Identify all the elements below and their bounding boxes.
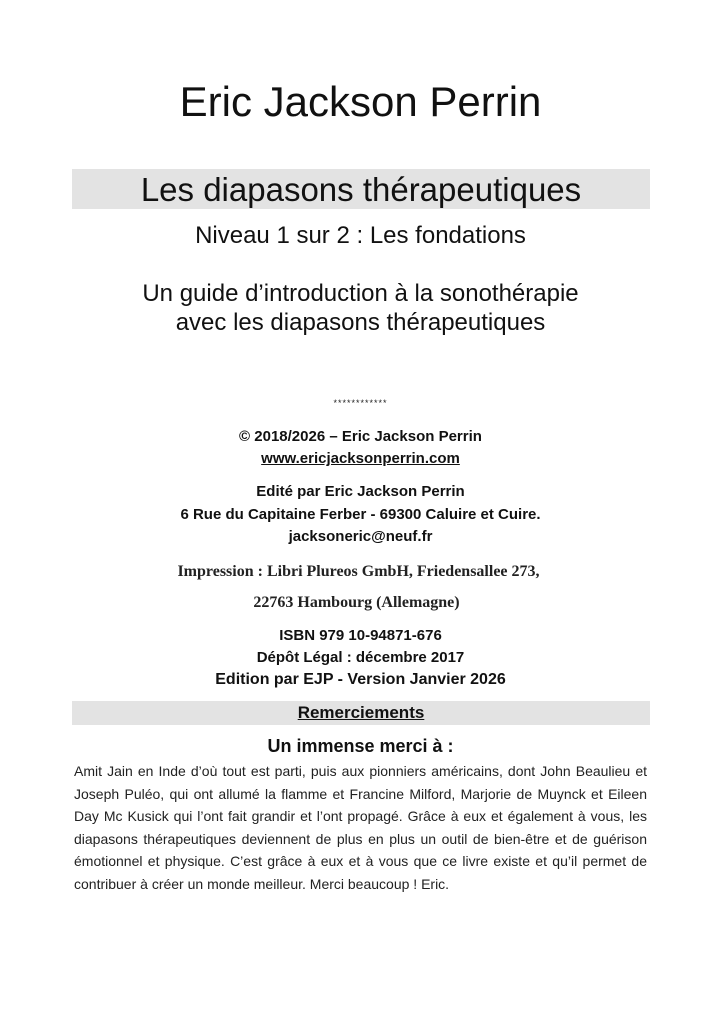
publisher-email[interactable]: jacksoneric@neuf.fr <box>288 528 433 545</box>
isbn-line: ISBN 979 10-94871-676 <box>279 627 442 644</box>
publisher-line: Edité par Eric Jackson Perrin <box>256 483 465 500</box>
printing-line-2: 22763 Hambourg (Allemagne) <box>253 594 460 611</box>
book-subtitle: Niveau 1 sur 2 : Les fondations <box>195 222 526 249</box>
printing-line-1: Impression : Libri Plureos GmbH, Friedensallee 273, <box>177 563 540 580</box>
author-name: Eric Jackson Perrin <box>179 78 542 125</box>
copyright-notice: © 2018/2026 – Eric Jackson Perrin <box>239 428 482 445</box>
book-title: Les diapasons thérapeutiques <box>140 171 582 208</box>
separator-stars: ************ <box>333 398 388 408</box>
legal-deposit-line: Dépôt Légal : décembre 2017 <box>256 649 465 666</box>
thanks-paragraph: Amit Jain en Inde d’où tout est parti, puis aux pionniers américains, dont John Beaulieu et Joseph Puléo, qui ont allumé la flamme et Francine Milford, Marjorie de Muynck et Eileen Day Mc Kusick qui l’ont fait grandir et l’ont propagé. Grâce à eux et également à vous, les diapasons thérapeutiques deviennent de plus en plus un outil de bien-être et de guérison émotionnel et physique. C’est grâce à eux et à vous que ce livre existe et qu’il permet de contribuer à créer un monde meilleur. Merci beaucoup ! Eric. <box>74 763 647 892</box>
edition-line: Edition par EJP - Version Janvier 2026 <box>215 671 506 688</box>
website-link[interactable]: www.ericjacksonperrin.com <box>261 450 460 467</box>
publisher-address: 6 Rue du Capitaine Ferber - 69300 Caluire et Cuire. <box>180 506 541 523</box>
thanks-heading: Un immense merci à : <box>267 736 454 756</box>
guide-line-1: Un guide d’introduction à la sonothérapie <box>142 280 579 307</box>
guide-description <box>0 279 721 337</box>
guide-line-2: avec les diapasons thérapeutiques <box>175 309 546 336</box>
acknowledgements-title: Remerciements <box>297 703 425 722</box>
